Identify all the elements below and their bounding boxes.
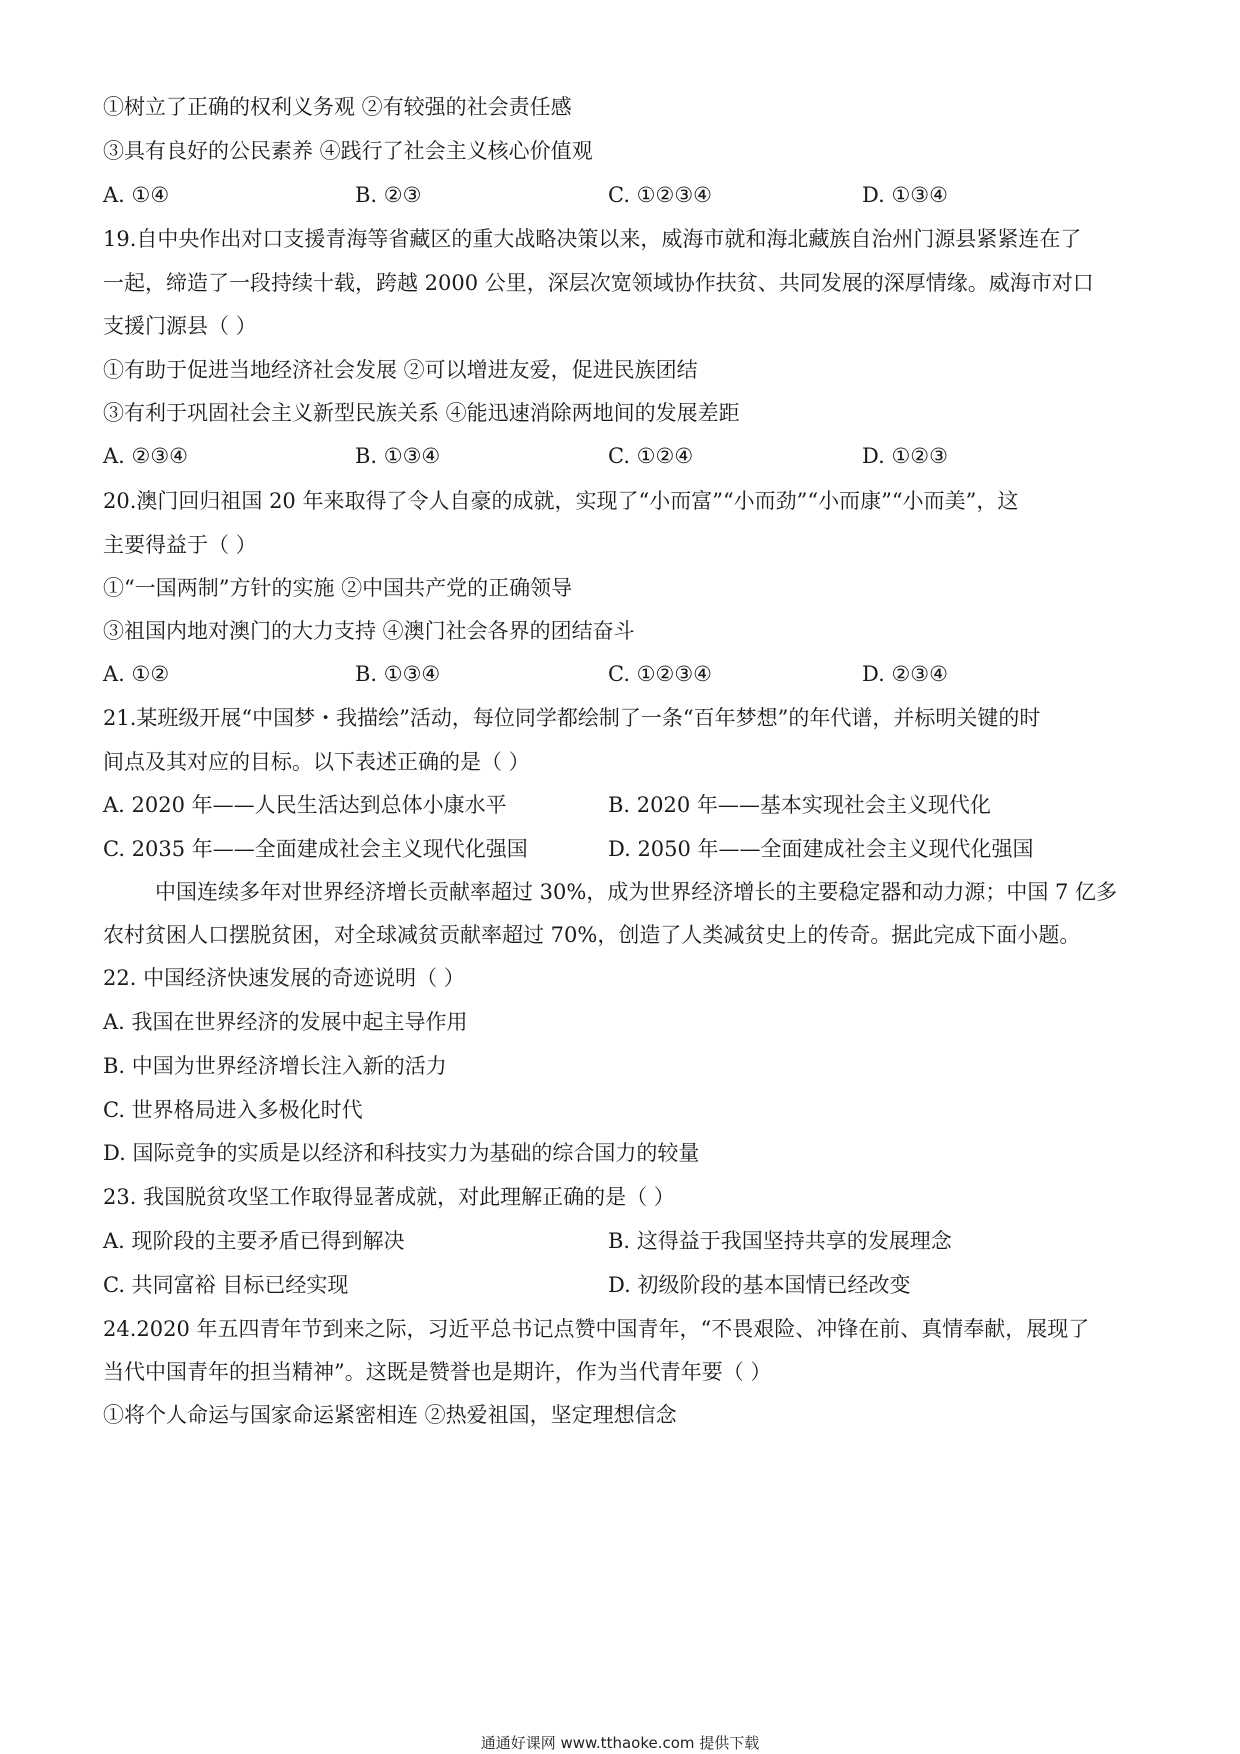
q21-stem-line-2: 间点及其对应的目标。以下表述正确的是（ ） <box>103 750 530 774</box>
q22-option-d: D. 国际竞争的实质是以经济和科技实力为基础的综合国力的较量 <box>103 1141 700 1165</box>
q20-stem-line-1: 20.澳门回归祖国 20 年来取得了令人自豪的成就，实现了“小而富”“小而劲”“小而康”“小而美”，这 <box>103 489 1019 513</box>
q19-stem-line-1: 19.自中央作出对口支援青海等省藏区的重大战略决策以来，威海市就和海北藏族自治州门源县紧紧连在了 <box>103 227 1082 251</box>
q20-statement-3-4: ③祖国内地对澳门的大力支持 ④澳门社会各界的团结奋斗 <box>103 619 635 643</box>
passage-line-1: 中国连续多年对世界经济增长贡献率超过 30%，成为世界经济增长的主要稳定器和动力源；中国 7 亿多 <box>155 880 1118 904</box>
q23-option-a: A. 现阶段的主要矛盾已得到解决 <box>103 1229 405 1253</box>
q18-statement-3-4: ③具有良好的公民素养 ④践行了社会主义核心价值观 <box>103 139 593 163</box>
q23-stem: 23. 我国脱贫攻坚工作取得显著成就，对此理解正确的是（ ） <box>103 1185 675 1209</box>
q19-option-d: D. ①②③ <box>862 444 948 468</box>
q21-option-b: B. 2020 年——基本实现社会主义现代化 <box>608 793 991 817</box>
q18-option-c: C. ①②③④ <box>608 183 712 207</box>
q24-stem-line-2: 当代中国青年的担当精神”。这既是赞誉也是期许，作为当代青年要（ ） <box>103 1360 772 1384</box>
q19-option-c: C. ①②④ <box>608 444 694 468</box>
q20-option-d: D. ②③④ <box>862 662 948 686</box>
q24-statement-1-2: ①将个人命运与国家命运紧密相连 ②热爱祖国，坚定理想信念 <box>103 1403 677 1427</box>
q19-statement-3-4: ③有利于巩固社会主义新型民族关系 ④能迅速消除两地间的发展差距 <box>103 401 740 425</box>
page-footer: 通通好课网 www.tthaoke.com 提供下载 <box>480 1734 760 1752</box>
q20-stem-line-2: 主要得益于（ ） <box>103 533 257 557</box>
q22-option-a: A. 我国在世界经济的发展中起主导作用 <box>103 1010 468 1034</box>
q19-stem-line-2: 一起，缔造了一段持续十载，跨越 2000 公里，深层次宽领域协作扶贫、共同发展的深厚情缘。威海市对口 <box>103 271 1094 295</box>
q21-option-a: A. 2020 年——人民生活达到总体小康水平 <box>103 793 507 817</box>
q22-stem: 22. 中国经济快速发展的奇迹说明（ ） <box>103 966 465 990</box>
q22-option-b: B. 中国为世界经济增长注入新的活力 <box>103 1054 447 1078</box>
q18-option-d: D. ①③④ <box>862 183 948 207</box>
q23-option-c: C. 共同富裕 目标已经实现 <box>103 1273 349 1297</box>
q22-option-c: C. 世界格局进入多极化时代 <box>103 1098 363 1122</box>
q18-statement-1-2: ①树立了正确的权利义务观 ②有较强的社会责任感 <box>103 95 572 119</box>
q19-stem-line-3: 支援门源县（ ） <box>103 314 257 338</box>
q19-option-b: B. ①③④ <box>355 444 441 468</box>
q23-option-b: B. 这得益于我国坚持共享的发展理念 <box>608 1229 952 1253</box>
q20-statement-1-2: ①“一国两制”方针的实施 ②中国共产党的正确领导 <box>103 576 573 600</box>
q21-stem-line-1: 21.某班级开展“中国梦・我描绘”活动，每位同学都绘制了一条“百年梦想”的年代谱，并标明关键的时 <box>103 706 1041 730</box>
q19-option-a: A. ②③④ <box>103 444 188 468</box>
q20-option-c: C. ①②③④ <box>608 662 712 686</box>
q19-statement-1-2: ①有助于促进当地经济社会发展 ②可以增进友爱，促进民族团结 <box>103 358 698 382</box>
passage-line-2: 农村贫困人口摆脱贫困，对全球减贫贡献率超过 70%，创造了人类减贫史上的传奇。据此完成下面小题。 <box>103 923 1081 947</box>
q18-option-b: B. ②③ <box>355 183 422 207</box>
q18-option-a: A. ①④ <box>103 183 170 207</box>
q24-stem-line-1: 24.2020 年五四青年节到来之际，习近平总书记点赞中国青年，“不畏艰险、冲锋在前、真情奉献，展现了 <box>103 1317 1090 1341</box>
q23-option-d: D. 初级阶段的基本国情已经改变 <box>608 1273 911 1297</box>
q20-option-b: B. ①③④ <box>355 662 441 686</box>
q21-option-c: C. 2035 年——全面建成社会主义现代化强国 <box>103 837 528 861</box>
q21-option-d: D. 2050 年——全面建成社会主义现代化强国 <box>608 837 1034 861</box>
q20-option-a: A. ①② <box>103 662 170 686</box>
